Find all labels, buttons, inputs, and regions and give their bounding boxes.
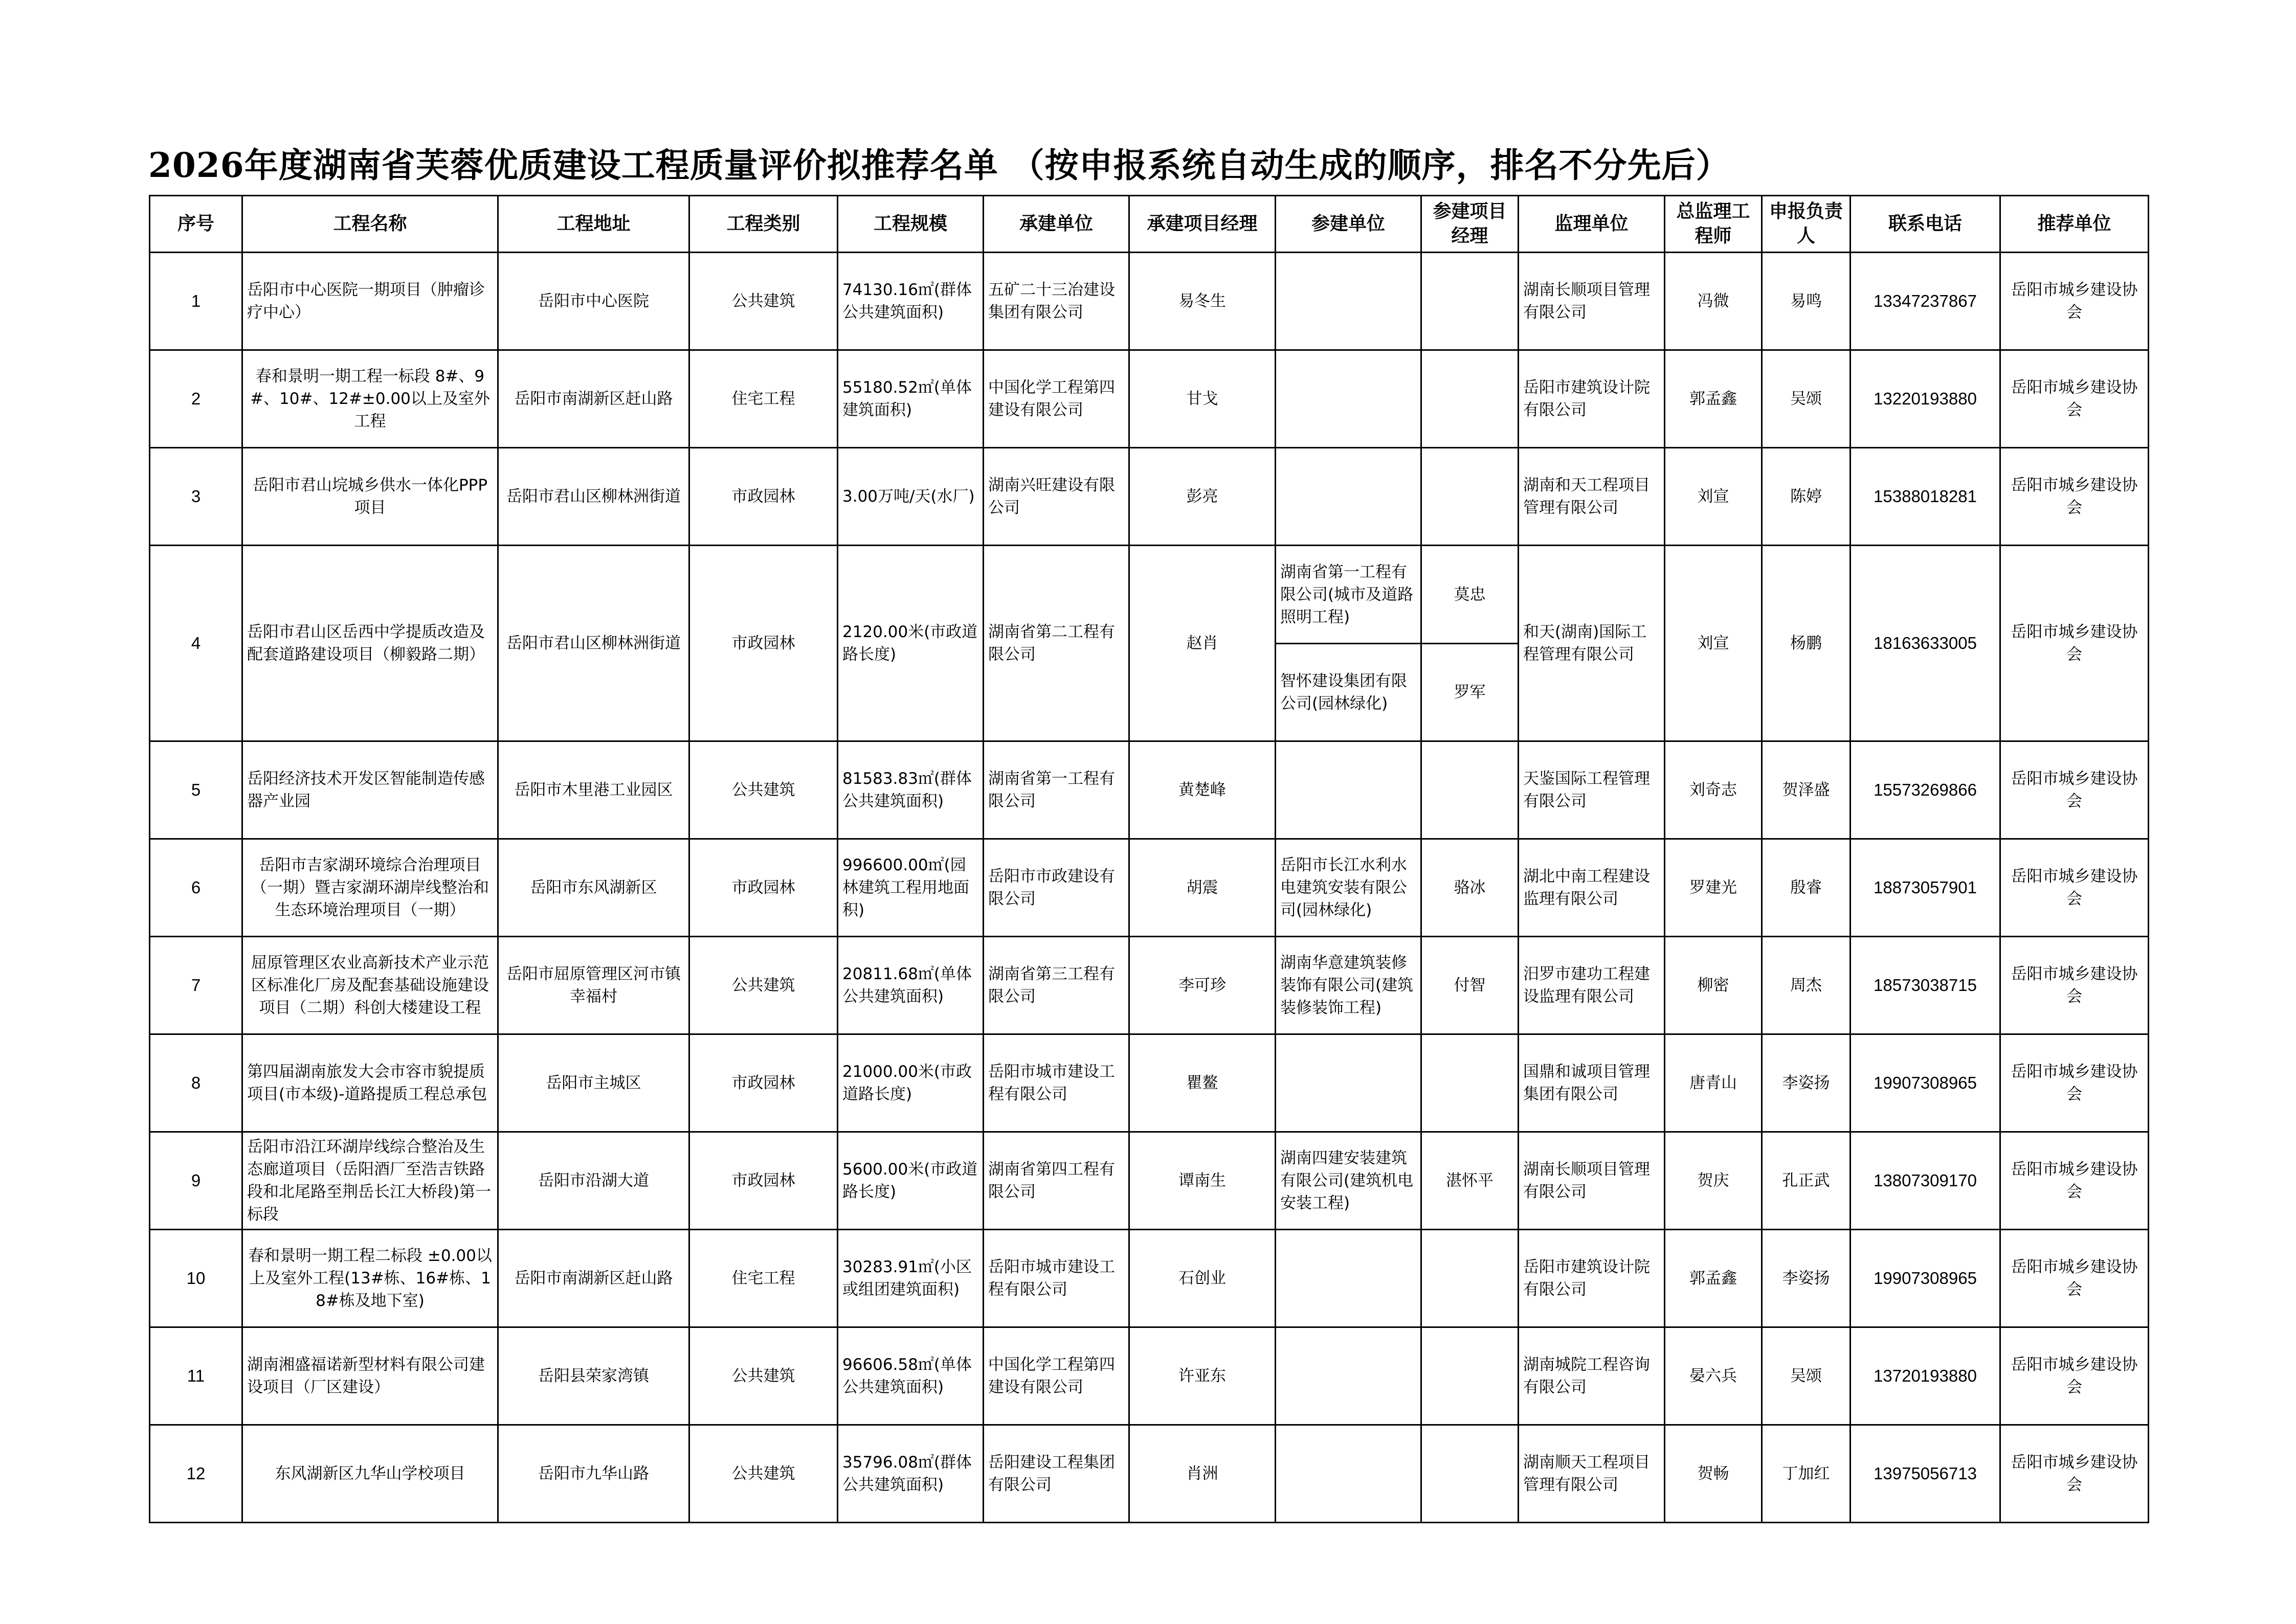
cell-scale: 5600.00米(市政道路长度) xyxy=(838,1132,984,1230)
cell-contractor: 中国化学工程第四建设有限公司 xyxy=(984,350,1129,448)
cell-phone: 18873057901 xyxy=(1851,839,2000,937)
cell-scale: 35796.08㎡(群体公共建筑面积) xyxy=(838,1425,984,1523)
cell-name: 岳阳市君山垸城乡供水一体化PPP项目 xyxy=(242,448,498,546)
cell-scale: 55180.52㎡(单体建筑面积) xyxy=(838,350,984,448)
cell-contractor: 湖南省第二工程有限公司 xyxy=(984,546,1129,741)
cell-scale: 30283.91㎡(小区或组团建筑面积) xyxy=(838,1230,984,1327)
cell-category: 市政园林 xyxy=(689,1132,838,1230)
cell-phone: 13807309170 xyxy=(1851,1132,2000,1230)
cell-seq: 9 xyxy=(150,1132,242,1230)
cell-chief: 贺畅 xyxy=(1665,1425,1762,1523)
cell-address: 岳阳市屈原管理区河市镇幸福村 xyxy=(498,937,689,1034)
cell-supervisor: 国鼎和诚项目管理集团有限公司 xyxy=(1519,1034,1665,1132)
col-header-sub-pm: 参建项目经理 xyxy=(1421,196,1519,253)
cell-sub-pm xyxy=(1421,448,1519,546)
cell-name: 岳阳市沿江环湖岸线综合整治及生态廊道项目（岳阳酒厂至浩吉铁路段和北尾路至荆岳长江大桥段)第一标段 xyxy=(242,1132,498,1230)
table-row xyxy=(150,1034,2149,1132)
cell-supervisor: 湖南顺天工程项目管理有限公司 xyxy=(1519,1425,1665,1523)
cell-sub-unit xyxy=(1276,741,1421,839)
cell-phone: 18573038715 xyxy=(1851,937,2000,1034)
cell-applicant: 李姿扬 xyxy=(1762,1034,1851,1132)
cell-applicant: 李姿扬 xyxy=(1762,1230,1851,1327)
table-row xyxy=(150,1132,2149,1230)
cell-phone: 15573269866 xyxy=(1851,741,2000,839)
cell-category: 市政园林 xyxy=(689,1034,838,1132)
col-header-address: 工程地址 xyxy=(498,196,689,253)
cell-seq: 3 xyxy=(150,448,242,546)
cell-pm: 黄楚峰 xyxy=(1129,741,1276,839)
cell-category: 住宅工程 xyxy=(689,350,838,448)
cell-chief: 郭孟鑫 xyxy=(1665,350,1762,448)
cell-sub-pm xyxy=(1421,741,1519,839)
cell-supervisor: 和天(湖南)国际工程管理有限公司 xyxy=(1519,546,1665,741)
table-row xyxy=(150,937,2149,1034)
cell-pm: 易冬生 xyxy=(1129,253,1276,350)
cell-contractor: 岳阳市市政建设有限公司 xyxy=(984,839,1129,937)
page-title: 2026年度湖南省芙蓉优质建设工程质量评价拟推荐名单 （按申报系统自动生成的顺序，排名不分先后） xyxy=(148,145,1730,185)
cell-contractor: 中国化学工程第四建设有限公司 xyxy=(984,1327,1129,1425)
cell-chief: 晏六兵 xyxy=(1665,1327,1762,1425)
cell-contractor: 岳阳市城市建设工程有限公司 xyxy=(984,1230,1129,1327)
cell-scale: 3.00万吨/天(水厂) xyxy=(838,448,984,546)
table-row xyxy=(150,1230,2149,1327)
cell-category: 市政园林 xyxy=(689,839,838,937)
cell-sub-pm xyxy=(1421,350,1519,448)
cell-sub-pm xyxy=(1421,1230,1519,1327)
cell-recommender: 岳阳市城乡建设协会 xyxy=(2000,839,2149,937)
cell-contractor: 湖南省第三工程有限公司 xyxy=(984,937,1129,1034)
col-header-supervisor: 监理单位 xyxy=(1519,196,1665,253)
cell-supervisor: 天鉴国际工程管理有限公司 xyxy=(1519,741,1665,839)
table-row xyxy=(150,350,2149,448)
cell-sub-pm: 罗军 xyxy=(1421,644,1519,741)
cell-recommender: 岳阳市城乡建设协会 xyxy=(2000,1034,2149,1132)
cell-supervisor: 湖北中南工程建设监理有限公司 xyxy=(1519,839,1665,937)
cell-supervisor: 岳阳市建筑设计院有限公司 xyxy=(1519,350,1665,448)
cell-recommender: 岳阳市城乡建设协会 xyxy=(2000,350,2149,448)
cell-chief: 柳密 xyxy=(1665,937,1762,1034)
cell-contractor: 湖南省第四工程有限公司 xyxy=(984,1132,1129,1230)
cell-seq: 1 xyxy=(150,253,242,350)
col-header-category: 工程类别 xyxy=(689,196,838,253)
cell-pm: 肖洲 xyxy=(1129,1425,1276,1523)
cell-sub-unit xyxy=(1276,1230,1421,1327)
cell-seq: 11 xyxy=(150,1327,242,1425)
cell-seq: 10 xyxy=(150,1230,242,1327)
cell-sub-pm xyxy=(1421,1327,1519,1425)
cell-scale: 20811.68㎡(单体公共建筑面积) xyxy=(838,937,984,1034)
cell-sub-pm: 湛怀平 xyxy=(1421,1132,1519,1230)
cell-address: 岳阳市君山区柳林洲街道 xyxy=(498,546,689,741)
cell-name: 岳阳市君山区岳西中学提质改造及配套道路建设项目（柳毅路二期） xyxy=(242,546,498,741)
cell-seq: 12 xyxy=(150,1425,242,1523)
cell-chief: 刘奇志 xyxy=(1665,741,1762,839)
cell-seq: 7 xyxy=(150,937,242,1034)
table-row xyxy=(150,741,2149,839)
cell-address: 岳阳市沿湖大道 xyxy=(498,1132,689,1230)
table-row xyxy=(150,448,2149,546)
cell-scale: 81583.83㎡(群体公共建筑面积) xyxy=(838,741,984,839)
cell-name: 岳阳市吉家湖环境综合治理项目（一期）暨吉家湖环湖岸线整治和生态环境治理项目（一期） xyxy=(242,839,498,937)
cell-name: 屈原管理区农业高新技术产业示范区标准化厂房及配套基础设施建设项目（二期）科创大楼建设工程 xyxy=(242,937,498,1034)
cell-category: 市政园林 xyxy=(689,448,838,546)
cell-contractor: 五矿二十三冶建设集团有限公司 xyxy=(984,253,1129,350)
cell-phone: 13975056713 xyxy=(1851,1425,2000,1523)
cell-recommender: 岳阳市城乡建设协会 xyxy=(2000,741,2149,839)
cell-pm: 石创业 xyxy=(1129,1230,1276,1327)
cell-applicant: 吴颂 xyxy=(1762,350,1851,448)
cell-supervisor: 湖南长顺项目管理有限公司 xyxy=(1519,1132,1665,1230)
cell-address: 岳阳县荣家湾镇 xyxy=(498,1327,689,1425)
cell-sub-unit xyxy=(1276,1327,1421,1425)
col-header-sub-unit: 参建单位 xyxy=(1276,196,1421,253)
col-header-contractor: 承建单位 xyxy=(984,196,1129,253)
cell-name: 湖南湘盛福诺新型材料有限公司建设项目（厂区建设） xyxy=(242,1327,498,1425)
cell-sub-unit: 岳阳市长江水利水电建筑安装有限公司(园林绿化) xyxy=(1276,839,1421,937)
cell-address: 岳阳市中心医院 xyxy=(498,253,689,350)
cell-phone: 15388018281 xyxy=(1851,448,2000,546)
cell-recommender: 岳阳市城乡建设协会 xyxy=(2000,1327,2149,1425)
table-row xyxy=(150,253,2149,350)
cell-recommender: 岳阳市城乡建设协会 xyxy=(2000,1132,2149,1230)
cell-recommender: 岳阳市城乡建设协会 xyxy=(2000,1230,2149,1327)
cell-sub-pm xyxy=(1421,1425,1519,1523)
cell-seq: 8 xyxy=(150,1034,242,1132)
cell-recommender: 岳阳市城乡建设协会 xyxy=(2000,253,2149,350)
cell-category: 住宅工程 xyxy=(689,1230,838,1327)
cell-chief: 刘宣 xyxy=(1665,448,1762,546)
table-row xyxy=(150,839,2149,937)
cell-address: 岳阳市东风湖新区 xyxy=(498,839,689,937)
cell-scale: 2120.00米(市政道路长度) xyxy=(838,546,984,741)
cell-supervisor: 湖南城院工程咨询有限公司 xyxy=(1519,1327,1665,1425)
cell-pm: 许亚东 xyxy=(1129,1327,1276,1425)
col-header-name: 工程名称 xyxy=(242,196,498,253)
col-header-applicant: 申报负责人 xyxy=(1762,196,1851,253)
cell-address: 岳阳市君山区柳林洲街道 xyxy=(498,448,689,546)
cell-applicant: 杨鹏 xyxy=(1762,546,1851,741)
cell-category: 公共建筑 xyxy=(689,741,838,839)
cell-sub-unit xyxy=(1276,350,1421,448)
cell-applicant: 贺泽盛 xyxy=(1762,741,1851,839)
cell-category: 公共建筑 xyxy=(689,253,838,350)
cell-pm: 谭南生 xyxy=(1129,1132,1276,1230)
cell-applicant: 孔正武 xyxy=(1762,1132,1851,1230)
cell-sub-pm xyxy=(1421,253,1519,350)
cell-recommender: 岳阳市城乡建设协会 xyxy=(2000,448,2149,546)
cell-category: 公共建筑 xyxy=(689,1327,838,1425)
cell-pm: 彭亮 xyxy=(1129,448,1276,546)
cell-name: 春和景明一期工程二标段 ±0.00以上及室外工程(13#栋、16#栋、18#栋及地下室) xyxy=(242,1230,498,1327)
cell-chief: 刘宣 xyxy=(1665,546,1762,741)
cell-contractor: 岳阳建设工程集团有限公司 xyxy=(984,1425,1129,1523)
cell-sub-pm: 骆冰 xyxy=(1421,839,1519,937)
cell-recommender: 岳阳市城乡建设协会 xyxy=(2000,546,2149,741)
cell-chief: 唐青山 xyxy=(1665,1034,1762,1132)
cell-sub-unit: 湖南省第一工程有限公司(城市及道路照明工程) xyxy=(1276,546,1421,644)
cell-contractor: 岳阳市城市建设工程有限公司 xyxy=(984,1034,1129,1132)
cell-sub-unit xyxy=(1276,1425,1421,1523)
cell-sub-unit: 湖南四建安装建筑有限公司(建筑机电安装工程) xyxy=(1276,1132,1421,1230)
cell-name: 春和景明一期工程一标段 8#、9#、10#、12#±0.00以上及室外工程 xyxy=(242,350,498,448)
cell-name: 岳阳经济技术开发区智能制造传感器产业园 xyxy=(242,741,498,839)
cell-pm: 甘戈 xyxy=(1129,350,1276,448)
cell-phone: 13220193880 xyxy=(1851,350,2000,448)
cell-sub-unit: 湖南华意建筑装修装饰有限公司(建筑装修装饰工程) xyxy=(1276,937,1421,1034)
cell-sub-pm: 付智 xyxy=(1421,937,1519,1034)
cell-address: 岳阳市木里港工业园区 xyxy=(498,741,689,839)
cell-supervisor: 汨罗市建功工程建设监理有限公司 xyxy=(1519,937,1665,1034)
cell-applicant: 易鸣 xyxy=(1762,253,1851,350)
cell-seq: 4 xyxy=(150,546,242,741)
col-header-pm: 承建项目经理 xyxy=(1129,196,1276,253)
cell-sub-unit: 智怀建设集团有限公司(园林绿化) xyxy=(1276,644,1421,741)
col-header-phone: 联系电话 xyxy=(1851,196,2000,253)
cell-sub-unit xyxy=(1276,1034,1421,1132)
cell-phone: 13720193880 xyxy=(1851,1327,2000,1425)
recommendation-table xyxy=(149,195,2149,1523)
cell-recommender: 岳阳市城乡建设协会 xyxy=(2000,937,2149,1034)
cell-chief: 郭孟鑫 xyxy=(1665,1230,1762,1327)
table-row xyxy=(150,546,2149,644)
cell-phone: 19907308965 xyxy=(1851,1230,2000,1327)
cell-scale: 996600.00㎡(园林建筑工程用地面积) xyxy=(838,839,984,937)
cell-category: 市政园林 xyxy=(689,546,838,741)
cell-seq: 2 xyxy=(150,350,242,448)
cell-address: 岳阳市南湖新区赶山路 xyxy=(498,350,689,448)
cell-chief: 罗建光 xyxy=(1665,839,1762,937)
cell-contractor: 湖南兴旺建设有限公司 xyxy=(984,448,1129,546)
cell-phone: 13347237867 xyxy=(1851,253,2000,350)
cell-seq: 6 xyxy=(150,839,242,937)
cell-category: 公共建筑 xyxy=(689,1425,838,1523)
cell-scale: 74130.16㎡(群体公共建筑面积) xyxy=(838,253,984,350)
cell-pm: 胡震 xyxy=(1129,839,1276,937)
cell-chief: 冯微 xyxy=(1665,253,1762,350)
table-row xyxy=(150,1425,2149,1523)
cell-supervisor: 湖南长顺项目管理有限公司 xyxy=(1519,253,1665,350)
cell-name: 岳阳市中心医院一期项目（肿瘤诊疗中心） xyxy=(242,253,498,350)
cell-supervisor: 岳阳市建筑设计院有限公司 xyxy=(1519,1230,1665,1327)
cell-applicant: 殷睿 xyxy=(1762,839,1851,937)
cell-name: 第四届湖南旅发大会市容市貌提质项目(市本级)-道路提质工程总承包 xyxy=(242,1034,498,1132)
cell-scale: 21000.00米(市政道路长度) xyxy=(838,1034,984,1132)
cell-address: 岳阳市主城区 xyxy=(498,1034,689,1132)
cell-pm: 瞿鳌 xyxy=(1129,1034,1276,1132)
cell-phone: 19907308965 xyxy=(1851,1034,2000,1132)
cell-recommender: 岳阳市城乡建设协会 xyxy=(2000,1425,2149,1523)
cell-scale: 96606.58㎡(单体公共建筑面积) xyxy=(838,1327,984,1425)
cell-sub-pm: 莫忠 xyxy=(1421,546,1519,644)
cell-applicant: 陈婷 xyxy=(1762,448,1851,546)
cell-supervisor: 湖南和天工程项目管理有限公司 xyxy=(1519,448,1665,546)
cell-applicant: 丁加红 xyxy=(1762,1425,1851,1523)
cell-pm: 赵肖 xyxy=(1129,546,1276,741)
col-header-recommender: 推荐单位 xyxy=(2000,196,2149,253)
cell-address: 岳阳市九华山路 xyxy=(498,1425,689,1523)
cell-address: 岳阳市南湖新区赶山路 xyxy=(498,1230,689,1327)
cell-contractor: 湖南省第一工程有限公司 xyxy=(984,741,1129,839)
col-header-scale: 工程规模 xyxy=(838,196,984,253)
col-header-seq: 序号 xyxy=(150,196,242,253)
cell-sub-pm xyxy=(1421,1034,1519,1132)
cell-sub-unit xyxy=(1276,253,1421,350)
cell-phone: 18163633005 xyxy=(1851,546,2000,741)
cell-name: 东风湖新区九华山学校项目 xyxy=(242,1425,498,1523)
cell-applicant: 吴颂 xyxy=(1762,1327,1851,1425)
table-row xyxy=(150,1327,2149,1425)
cell-seq: 5 xyxy=(150,741,242,839)
cell-category: 公共建筑 xyxy=(689,937,838,1034)
table-header-row xyxy=(150,196,2149,253)
cell-applicant: 周杰 xyxy=(1762,937,1851,1034)
cell-chief: 贺庆 xyxy=(1665,1132,1762,1230)
cell-pm: 李可珍 xyxy=(1129,937,1276,1034)
cell-sub-unit xyxy=(1276,448,1421,546)
col-header-chief: 总监理工程师 xyxy=(1665,196,1762,253)
